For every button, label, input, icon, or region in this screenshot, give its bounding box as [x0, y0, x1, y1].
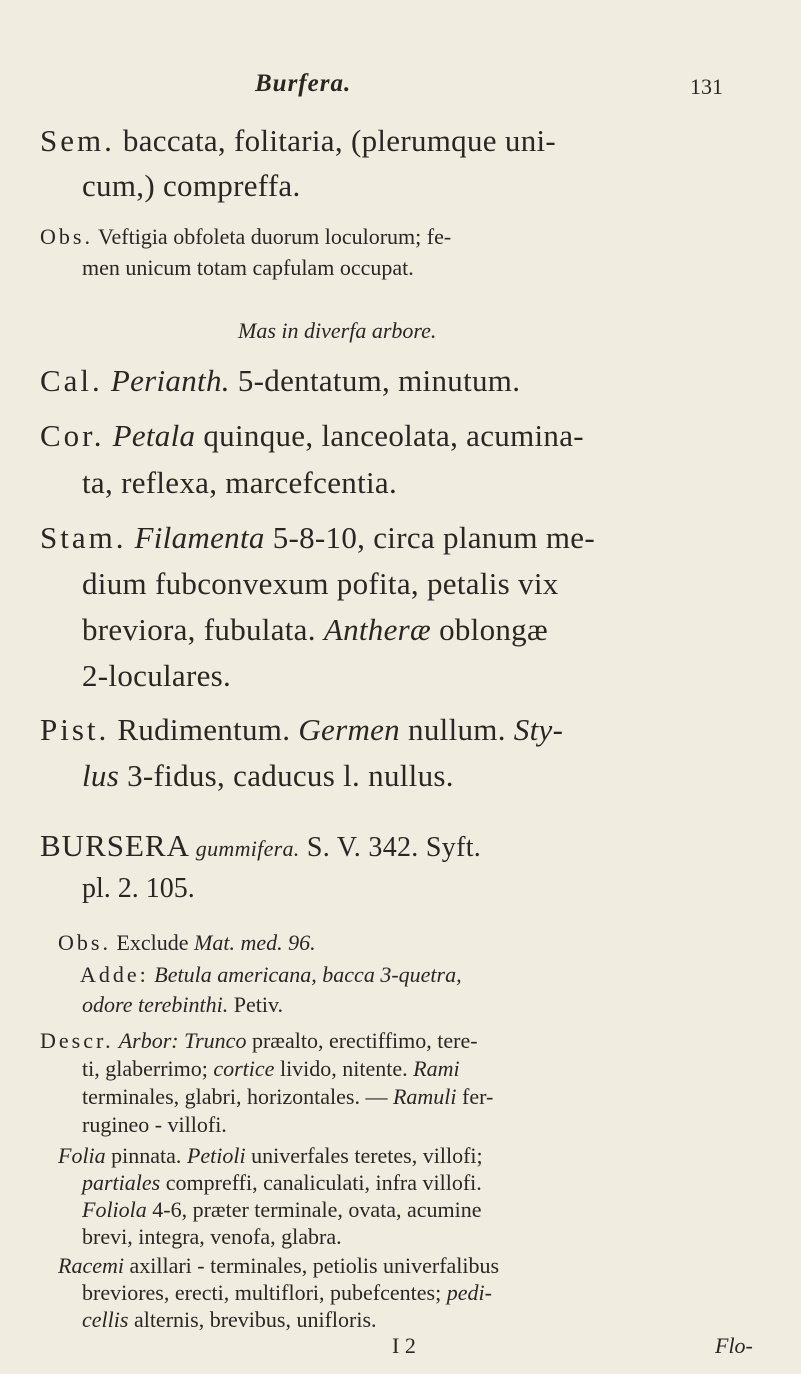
sem-label: Sem.: [40, 123, 115, 158]
pist-italic-1: Germen: [298, 712, 400, 747]
genus-name: BURSERA: [40, 828, 190, 863]
catchword: Flo-: [715, 1333, 753, 1358]
adde-line-1: [80, 962, 462, 988]
folia-italic-4: Foliola: [82, 1197, 147, 1222]
pist-line-1: [40, 712, 563, 748]
folia-line-1: [58, 1143, 483, 1169]
descr-italic-4: Rami: [413, 1056, 460, 1081]
descr-line-1: [40, 1028, 478, 1054]
page-number: 131: [690, 74, 723, 99]
obs2-label: Obs.: [58, 930, 111, 955]
pist-italic-2: Sty-: [513, 712, 564, 747]
running-head-title: Burfera.: [255, 70, 352, 97]
descr-text-2a: ti, glaberrimo;: [82, 1056, 214, 1081]
racemi-text-1: axillari - terminales, petiolis univerfalibus: [123, 1253, 500, 1278]
folia-line-2: [82, 1170, 482, 1196]
adde-italic-3: odore terebinthi.: [82, 992, 229, 1017]
adde-text: Petiv.: [228, 992, 284, 1017]
folia-text-1b: univerfales teretes, villofi;: [245, 1143, 483, 1168]
descr-text-3b: fer-: [456, 1084, 494, 1109]
descr-italic-3: cortice: [213, 1056, 275, 1081]
descr-text-1: præalto, erectiffimo, tere-: [246, 1028, 478, 1053]
folia-text-2: compreffi, canaliculati, infra villofi.: [160, 1170, 482, 1195]
stam-line-4: 2-loculares.: [82, 658, 232, 693]
sem-text-1: baccata, folitaria, (plerumque uni-: [114, 123, 557, 158]
obs2-line: [58, 930, 316, 956]
pist-line-2: [82, 758, 454, 794]
descr-line-4: rugineo - villofi.: [82, 1112, 227, 1137]
racemi-italic-3: cellis: [82, 1307, 129, 1332]
pist-text-1b: nullum.: [400, 712, 514, 747]
pist-text-1a: Rudimentum.: [109, 712, 299, 747]
folia-text-1a: pinnata.: [105, 1143, 187, 1168]
folia-italic-2: Petioli: [186, 1143, 246, 1168]
obs1-line-2: men unicum totam capfulam occupat.: [82, 255, 414, 280]
pist-italic-3: lus: [82, 758, 120, 793]
descr-line-3: [82, 1084, 493, 1110]
descr-line-2: [82, 1056, 460, 1082]
stam-line-1: [40, 520, 595, 556]
obs1-line-1: [40, 224, 451, 250]
folia-italic-3: partiales: [82, 1170, 161, 1195]
descr-text-3a: terminales, glabri, horizontales. —: [82, 1084, 393, 1109]
signature-mark: I 2: [392, 1333, 416, 1358]
folia-text-3: 4-6, præter terminale, ovata, acumine: [146, 1197, 482, 1222]
descr-italic-2: Trunco: [178, 1028, 247, 1053]
cor-italic: Petala: [104, 418, 196, 453]
stam-text-3b: oblongæ: [431, 612, 548, 647]
genus-epithet: gummifera.: [189, 836, 300, 861]
pist-label: Pist.: [40, 712, 110, 747]
descr-italic-1: Arbor:: [113, 1028, 179, 1053]
genus-line-2: pl. 2. 105.: [82, 873, 195, 904]
genus-line-1: [40, 828, 481, 864]
mas-heading: Mas in diverfa arbore.: [238, 318, 437, 343]
pist-text-2: 3-fidus, caducus l. nullus.: [119, 758, 454, 793]
cor-label: Cor.: [40, 418, 105, 453]
stam-text-3a: breviora, fubulata.: [82, 612, 324, 647]
cal-line: [40, 363, 520, 399]
obs2-italic: Mat. med. 96.: [194, 930, 316, 955]
adde-label: Adde:: [80, 962, 149, 987]
adde-italic-2: bacca 3-quetra,: [316, 962, 462, 987]
racemi-text-2a: breviores, erecti, multiflori, pubefcentes;: [82, 1280, 447, 1305]
folia-line-3: [82, 1197, 482, 1223]
obs1-text-1: Veftigia obfoleta duorum loculorum; fe-: [92, 224, 452, 249]
cal-italic: Perianth.: [102, 363, 230, 398]
adde-italic-1: Betula americana,: [148, 962, 317, 987]
racemi-italic-1: Racemi: [58, 1253, 124, 1278]
sem-line-2: cum,) compreffa.: [82, 168, 301, 203]
stam-text-1: 5-8-10, circa planum me-: [264, 520, 595, 555]
cor-text-1: quinque, lanceolata, acumina-: [195, 418, 584, 453]
racemi-line-1: [58, 1253, 499, 1279]
racemi-text-3: alternis, brevibus, unifloris.: [128, 1307, 377, 1332]
descr-italic-5: Ramuli: [392, 1084, 457, 1109]
obs2-text: Exclude: [110, 930, 195, 955]
cor-line-1: [40, 418, 584, 454]
stam-italic-2: Antheræ: [323, 612, 432, 647]
sem-line-1: [40, 123, 556, 159]
running-head: [0, 70, 801, 110]
cor-line-2: ta, reflexa, marcefcentia.: [82, 465, 397, 500]
racemi-italic-2: pedi-: [446, 1280, 492, 1305]
cal-text: 5-dentatum, minutum.: [229, 363, 521, 398]
cal-label: Cal.: [40, 363, 103, 398]
stam-line-3: [82, 612, 548, 648]
racemi-line-2: [82, 1280, 492, 1306]
stam-italic-1: Filamenta: [126, 520, 265, 555]
adde-line-2: [82, 992, 283, 1018]
folia-italic-1: Folia: [58, 1143, 106, 1168]
genus-ref: S. V. 342. Syft.: [299, 832, 482, 863]
folia-line-4: brevi, integra, venofa, glabra.: [82, 1224, 342, 1249]
descr-text-2b: livido, nitente.: [274, 1056, 414, 1081]
descr-label: Descr.: [40, 1028, 114, 1053]
racemi-line-3: [82, 1307, 377, 1333]
stam-line-2: dium fubconvexum pofita, petalis vix: [82, 566, 559, 601]
stam-label: Stam.: [40, 520, 127, 555]
obs1-label: Obs.: [40, 224, 93, 249]
